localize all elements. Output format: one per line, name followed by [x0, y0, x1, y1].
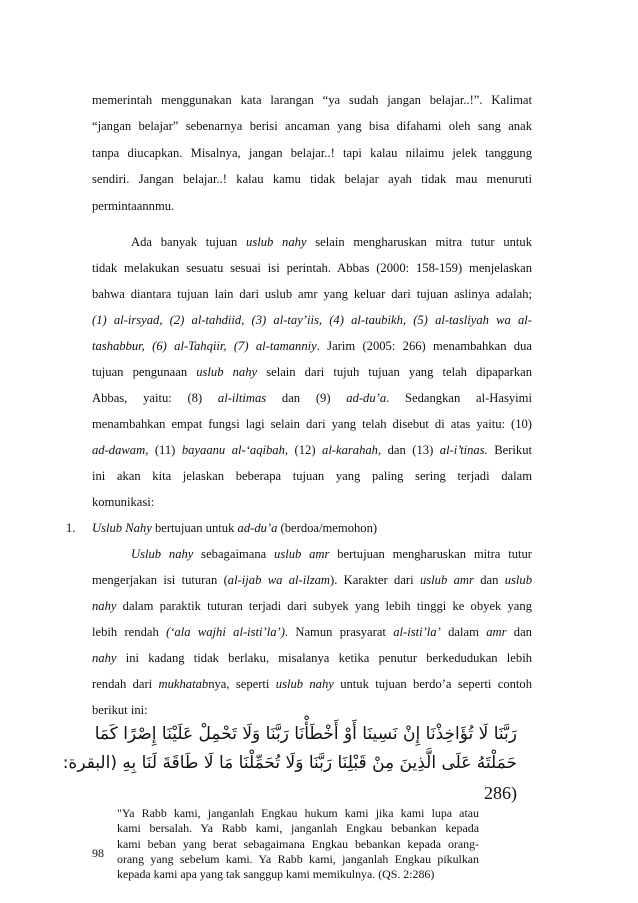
- text-line: menambahkan empat fungsi lagi selain dari yang telah disebut di atas yaitu: (10): [92, 417, 532, 431]
- text-line: tanpa diucapkan. Misalnya, jangan belajar..! tapi kalau nilaimu jelek tanggung: [92, 146, 532, 160]
- list-number: 1.: [66, 521, 76, 535]
- text-line: (1) al-irsyad, (2) al-tahdiid, (3) al-tay’iis, (4) al-taubikh, (5) al-tasliyah wa al-: [92, 313, 532, 327]
- text-line: ini akan kita jelaskan beberapa tujuan yang paling sering terjadi dalam: [92, 469, 532, 483]
- arabic-verse-line: رَبَّنَا لَا تُؤَاخِذْنَا إِنْ نَسِينَا أَوْ أَخْطَأْنَا رَبَّنَا وَلَا تَحْمِلْ عَلَيْنَا إِصْرًا كَمَا: [94, 724, 517, 744]
- text-line: “jangan belajar” sebenarnya berisi ancaman yang bisa difahami oleh sang anak: [92, 119, 532, 133]
- text-line: memerintah menggunakan kata larangan “ya sudah jangan belajar..!”. Kalimat: [92, 93, 532, 107]
- translation-block: [117, 806, 479, 882]
- text-line: bahwa diantara tujuan lain dari uslub amr yang keluar dari tujuan aslinya adalah;: [92, 287, 532, 301]
- section-heading: Uslub Nahy bertujuan untuk ad-du’a (berdoa/memohon): [92, 521, 378, 535]
- arabic-verse-line: حَمَلْتَهُ عَلَى الَّذِينَ مِنْ قَبْلِنَا رَبَّنَا وَلَا تُحَمِّلْنَا مَا لَا طَاقَةَ لَنَا بِهِ (البقرة:: [62, 753, 517, 773]
- text-line: permintaannmu.: [92, 199, 175, 213]
- text-line: lebih rendah (‘ala wajhi al-isti’la’). Namun prasyarat al-isti’la’ dalam amr dan: [92, 625, 532, 639]
- text-line: nahy dalam paraktik tuturan terjadi dari subyek yang lebih tinggi ke obyek yang: [92, 599, 532, 613]
- text-line: Ada banyak tujuan uslub nahy selain mengharuskan mitra tutur untuk: [131, 235, 533, 249]
- text-line: rendah dari mukhatabnya, seperti uslub nahy untuk tujuan berdo’a seperti contoh: [92, 677, 533, 691]
- text-line: tidak melakukan sesuatu sesuai isi perintah. Abbas (2000: 158-159) menjelaskan: [92, 261, 532, 275]
- translation-line: kami beban yang berat sebagaimana Engkau bebankan kepada orang-: [117, 836, 479, 851]
- text-line: berikut ini:: [92, 703, 148, 717]
- text-line: mengerjakan isi tuturan (al-ijab wa al-ilzam). Karakter dari uslub amr dan uslub: [92, 573, 533, 587]
- translation-line: "Ya Rabb kami, janganlah Engkau hukum kami jika kami lupa atau: [117, 806, 479, 820]
- translation-line: kepada kami apa yang tak sanggup kami memikulnya. (QS. 2:286): [117, 867, 435, 882]
- text-line: ad-dawam, (11) bayaanu al-‘aqibah, (12) al-karahah, dan (13) al-i’tinas. Berikut: [92, 443, 532, 457]
- text-line: Abbas, yaitu: (8) al-iltimas dan (9) ad-du’a. Sedangkan al-Hasyimi: [92, 391, 532, 405]
- text-line: sendiri. Jangan belajar..! kalau kamu tidak belajar ayah tidak mau menuruti: [92, 172, 532, 186]
- arabic-verse-line: (286: [484, 783, 517, 803]
- text-line: tujuan pengunaan uslub nahy selain dari tujuh tujuan yang telah dipaparkan: [92, 365, 533, 379]
- text-line: komunikasi:: [92, 495, 155, 509]
- translation-line: kami bersalah. Ya Rabb kami, janganlah Engkau bebankan kepada: [117, 821, 479, 836]
- page-number: 98: [92, 846, 104, 860]
- text-line: tashabbur, (6) al-Tahqiir, (7) al-tamanniy. Jarim (2005: 266) menambahkan dua: [92, 339, 532, 353]
- translation-line: orang yang sebelum kami. Ya Rabb kami, janganlah Engkau pikulkan: [117, 851, 479, 866]
- text-line: nahy ini kadang tidak berlaku, misalanya ketika penutur berkedudukan lebih: [92, 651, 532, 665]
- text-line: Uslub nahy sebagaimana uslub amr bertujuan mengharuskan mitra tutur: [131, 547, 532, 561]
